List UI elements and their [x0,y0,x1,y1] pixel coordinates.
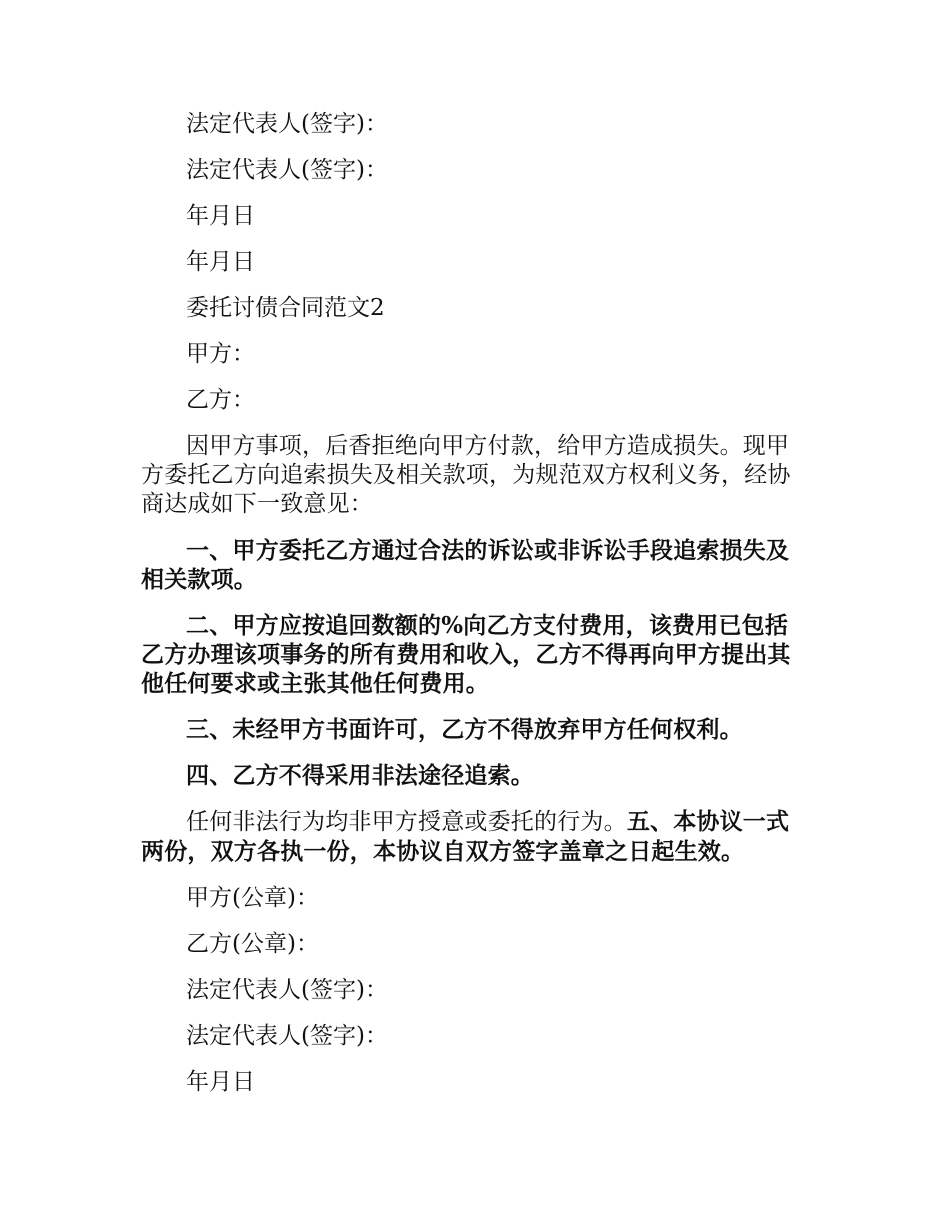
signature-line-legal-rep: 法定代表人(签字)： [186,157,388,183]
clause-3: 三、未经甲方书面许可，乙方不得放弃甲方任何权利。 [186,716,743,743]
clause-4: 四、乙方不得采用非法途径追索。 [186,762,534,789]
party-b-seal-line: 乙方(公章)： [186,931,319,957]
mixed-paragraph-normal-text: 任何非法行为均非甲方授意或委托的行为。 [186,809,627,835]
party-a-seal-line: 甲方(公章)： [186,885,319,911]
date-line: 年月日 [186,1069,255,1095]
clause-1: 一、甲方委托乙方通过合法的诉讼或非诉讼手段追索损失及相关款项。 [141,537,790,593]
document-body [141,110,811,1114]
signature-line-legal-rep: 法定代表人(签字)： [186,111,388,137]
clause-2: 二、甲方应按追回数额的%向乙方支付费用，该费用已包括乙方办理该项事务的所有费用和收入，乙方不得再向甲方提出其他任何要求或主张其他任何费用。 [141,612,791,697]
intro-paragraph: 因甲方事项，后香拒绝向甲方付款，给甲方造成损失。现甲方委托乙方向追索损失及相关款项，为规范双方权利义务，经协商达成如下一致意见： [141,433,791,517]
date-line: 年月日 [186,203,255,229]
signature-line-legal-rep: 法定代表人(签字)： [186,1023,388,1049]
signature-line-legal-rep: 法定代表人(签字)： [186,977,388,1003]
section-title: 委托讨债合同范文2 [186,295,385,321]
party-b-line: 乙方： [186,387,255,413]
clause-5: 五、本协议一式两份，双方各执一份，本协议自双方签字盖章之日起生效。 [141,808,790,865]
mixed-paragraph [141,807,811,867]
party-a-line: 甲方： [186,341,255,367]
date-line: 年月日 [186,249,255,275]
